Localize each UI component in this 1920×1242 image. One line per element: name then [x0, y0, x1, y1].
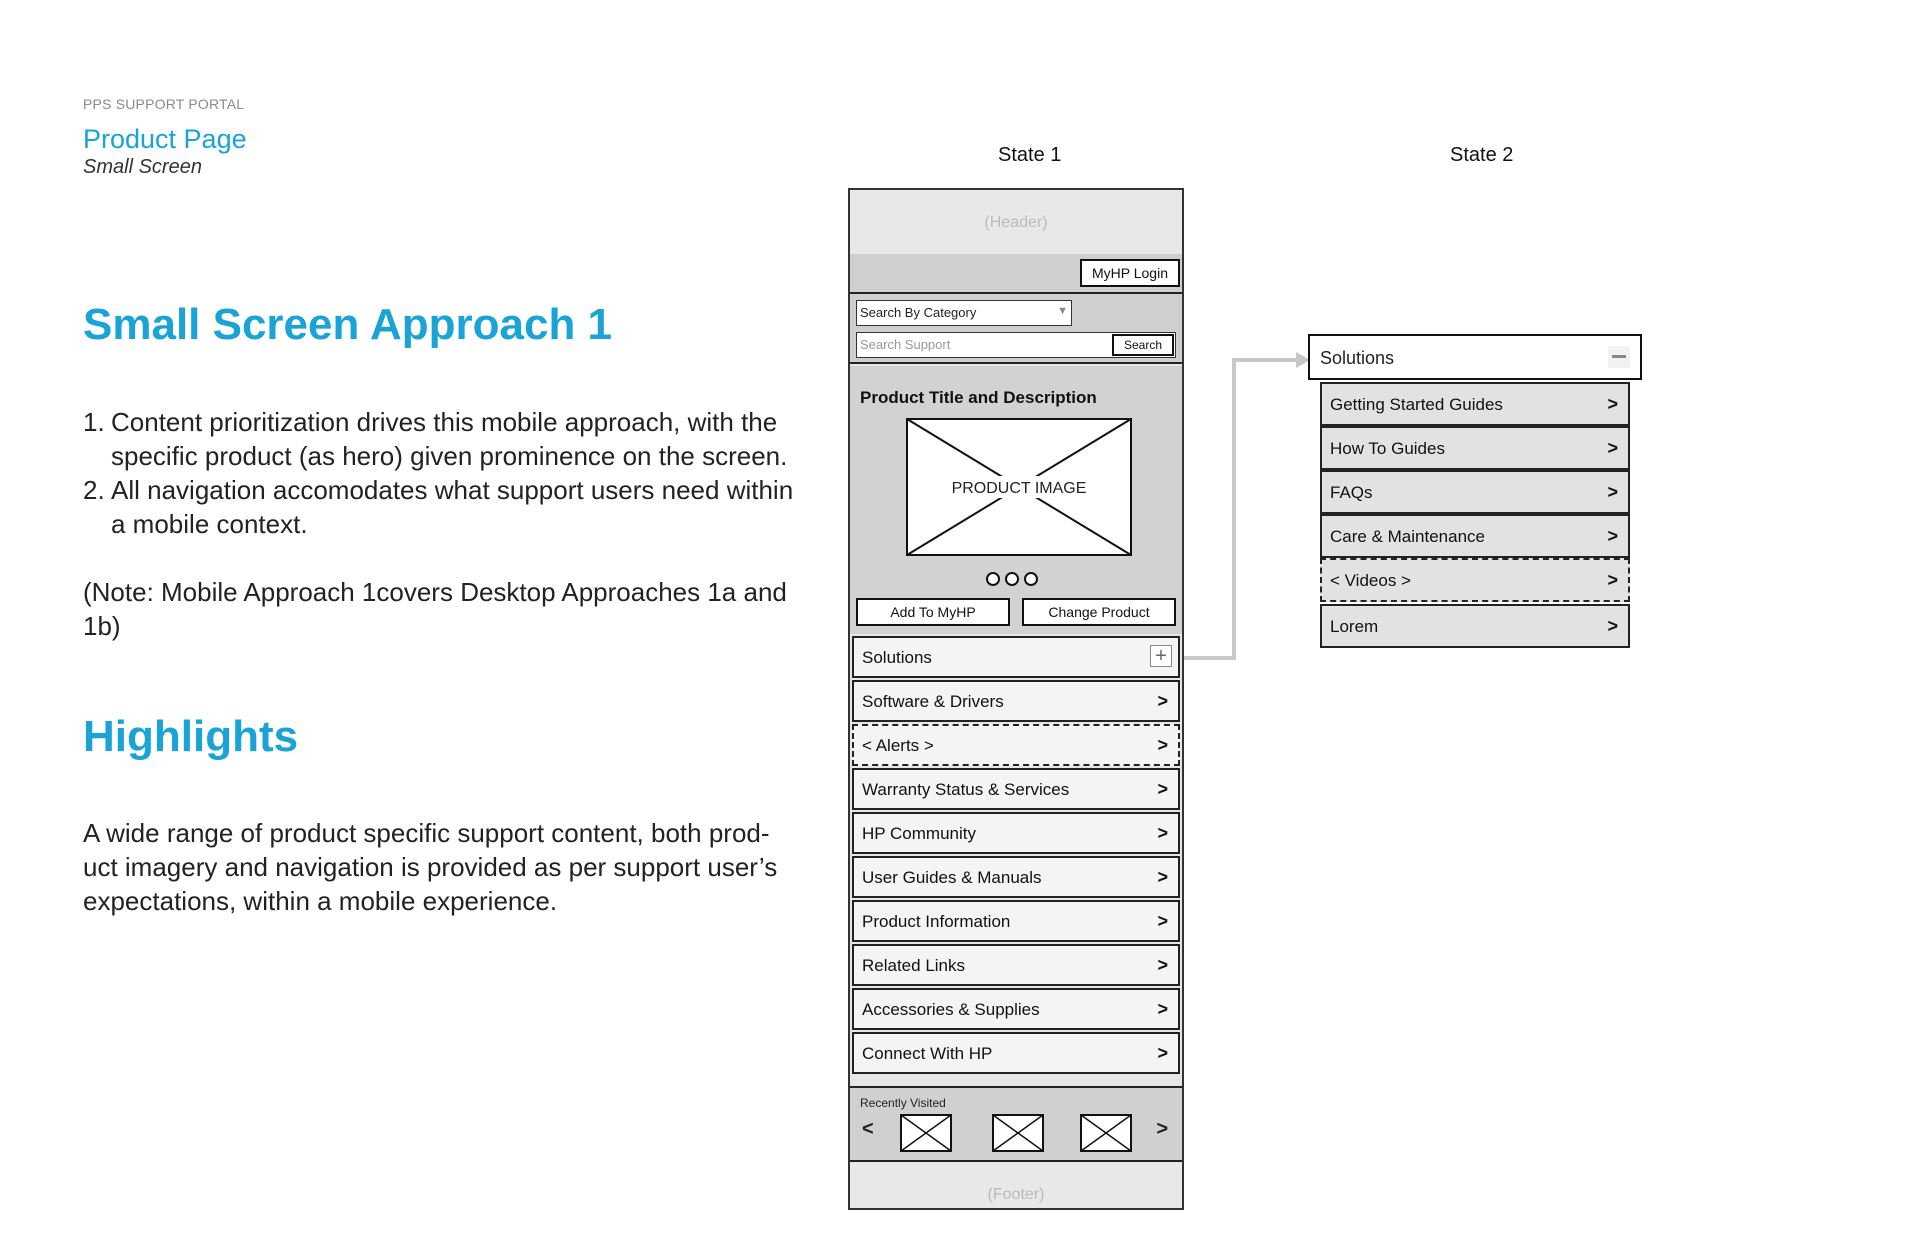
product-image [906, 418, 1132, 556]
phone-footer: (Footer) [850, 1162, 1182, 1208]
chevron-right-icon: > [1157, 779, 1168, 799]
solutions-expanded-header[interactable] [1308, 334, 1642, 380]
category-label: Search By Category [860, 305, 977, 320]
list-item [83, 473, 803, 541]
minus-icon[interactable] [1608, 346, 1630, 368]
chevron-right-icon: > [1607, 482, 1618, 502]
approach-heading: Small Screen Approach 1 [83, 300, 613, 349]
page-title: Product Page [83, 124, 247, 154]
chevron-right-icon: > [1157, 823, 1168, 843]
login-bar [850, 254, 1182, 292]
list-number: 1. [83, 407, 105, 437]
thumbnail[interactable] [900, 1114, 952, 1152]
product-image-label: PRODUCT IMAGE [951, 480, 1087, 497]
highlights-heading: Highlights [83, 712, 299, 761]
state1-label: State 1 [998, 144, 1062, 166]
chevron-right-icon: > [1157, 735, 1168, 755]
product-title: Product Title and Description [860, 388, 1097, 407]
search-area [850, 292, 1182, 364]
nav-item-product-info[interactable]: Product Information > [852, 900, 1180, 942]
chevron-left-icon[interactable]: < [862, 1118, 874, 1140]
chevron-right-icon: > [1157, 955, 1168, 975]
category-select[interactable] [856, 300, 1072, 326]
connector-arrow [1184, 340, 1314, 670]
solutions-item-faqs[interactable]: FAQs > [1320, 470, 1630, 514]
chevron-right-icon: > [1157, 999, 1168, 1019]
phone-header: (Header) [850, 190, 1182, 254]
solutions-label: Solutions [1320, 348, 1395, 368]
plus-icon[interactable]: + [1150, 645, 1172, 667]
chevron-right-icon[interactable]: > [1156, 1118, 1168, 1140]
highlights-text: A wide range of product specific support content, both prod-uct imagery and navigation is provided as per support user’s expectations, within a mobile experience. [83, 818, 778, 916]
nav-item-accessories[interactable]: Accessories & Supplies > [852, 988, 1180, 1030]
solutions-item-how-to[interactable]: How To Guides > [1320, 426, 1630, 470]
nav-item-connect[interactable]: Connect With HP > [852, 1032, 1180, 1074]
solutions-item-lorem[interactable]: Lorem > [1320, 604, 1630, 648]
nav-item-related-links[interactable]: Related Links > [852, 944, 1180, 986]
carousel-dots[interactable] [986, 572, 1038, 586]
thumbnail[interactable] [992, 1114, 1044, 1152]
solutions-item-getting-started[interactable]: Getting Started Guides > [1320, 382, 1630, 426]
page-subtitle: Small Screen [83, 156, 202, 178]
eyebrow: PPS SUPPORT PORTAL [83, 96, 245, 112]
product-section [850, 366, 1182, 634]
solutions-item-videos[interactable]: < Videos > > [1320, 558, 1630, 602]
chevron-right-icon: > [1607, 570, 1618, 590]
state2-label: State 2 [1450, 144, 1514, 166]
list-text: Content prioritization drives this mobile approach, with the specific product (as hero) given prominence on the screen. [111, 407, 788, 471]
chevron-right-icon: > [1157, 867, 1168, 887]
list-item [83, 405, 803, 473]
chevron-right-icon: > [1157, 691, 1168, 711]
points-list [83, 405, 803, 541]
nav-item-solutions[interactable]: Solutions + [852, 636, 1180, 678]
recently-visited [850, 1086, 1182, 1162]
nav-item-alerts[interactable]: < Alerts > > [852, 724, 1180, 766]
nav-item-warranty[interactable]: Warranty Status & Services > [852, 768, 1180, 810]
chevron-right-icon: > [1607, 438, 1618, 458]
solutions-item-care[interactable]: Care & Maintenance > [1320, 514, 1630, 558]
phone-wireframe [848, 188, 1184, 1210]
search-button[interactable]: Search [1112, 334, 1174, 356]
chevron-right-icon: > [1157, 1043, 1168, 1063]
nav-item-user-guides[interactable]: User Guides & Manuals > [852, 856, 1180, 898]
nav-item-software-drivers[interactable]: Software & Drivers > [852, 680, 1180, 722]
list-text: All navigation accomodates what support users need within a mobile context. [111, 475, 794, 539]
note: (Note: Mobile Approach 1covers Desktop Approaches 1a and 1b) [83, 577, 787, 641]
thumbnail[interactable] [1080, 1114, 1132, 1152]
recently-visited-label: Recently Visited [860, 1096, 946, 1110]
add-to-myhp-button[interactable]: Add To MyHP [856, 598, 1010, 626]
myhp-login-button[interactable]: MyHP Login [1080, 259, 1180, 287]
search-placeholder: Search Support [860, 337, 951, 352]
chevron-right-icon: > [1157, 911, 1168, 931]
change-product-button[interactable]: Change Product [1022, 598, 1176, 626]
list-number: 2. [83, 475, 105, 505]
chevron-right-icon: > [1607, 526, 1618, 546]
chevron-right-icon: > [1607, 616, 1618, 636]
nav-item-community[interactable]: HP Community > [852, 812, 1180, 854]
chevron-down-icon: ▼ [1057, 305, 1068, 317]
chevron-right-icon: > [1607, 394, 1618, 414]
